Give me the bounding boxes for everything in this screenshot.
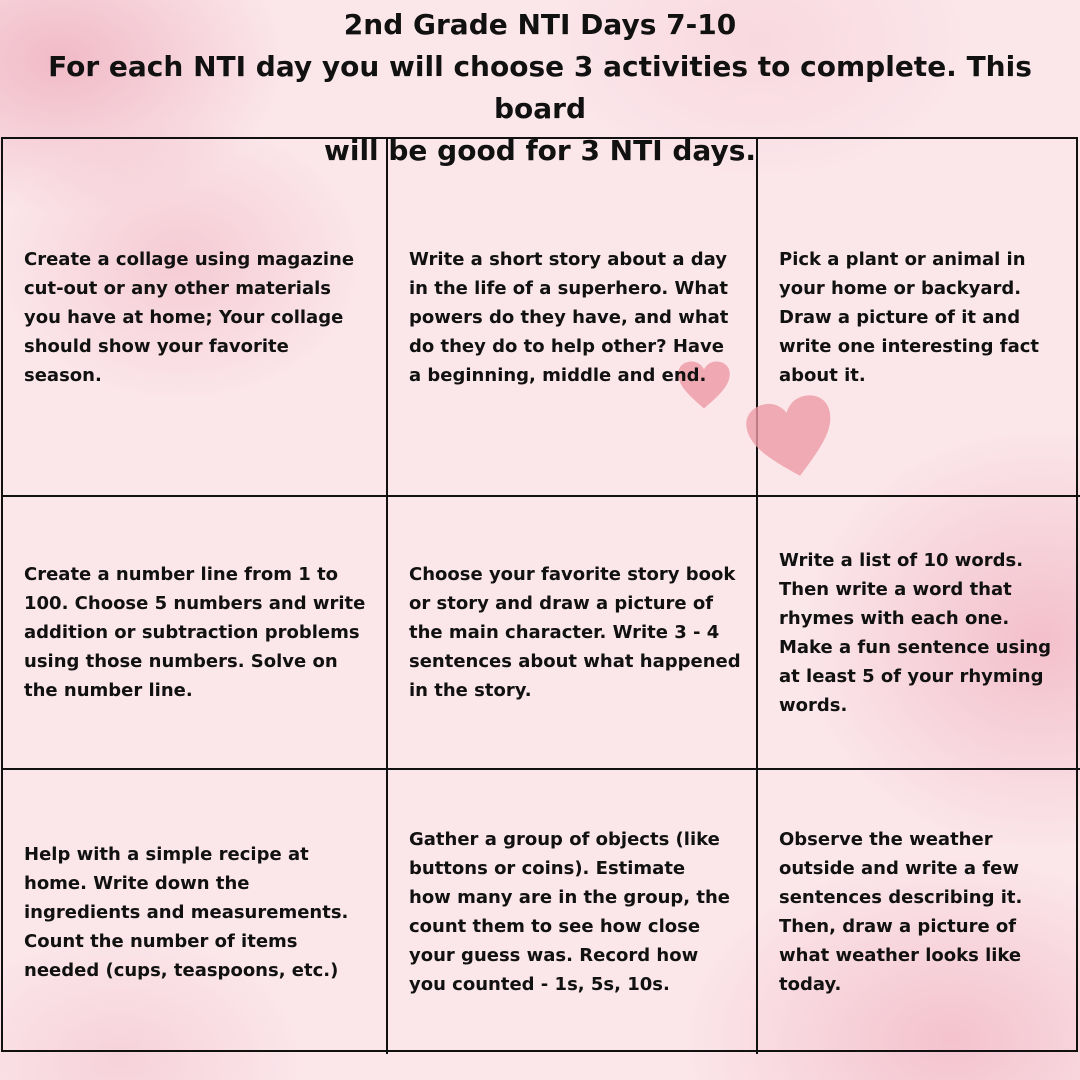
activity-text: Pick a plant or animal in your home or backyard. Draw a picture of it and write one interesting fact about it.	[779, 248, 1039, 386]
activity-text: Choose your favorite story book or story and draw a picture of the main character. Write 3 - 4 sentences about what happened in the story.	[409, 564, 741, 701]
activity-cell-number-line	[3, 497, 388, 770]
activity-text: Help with a simple recipe at home. Write down the ingredients and measurements. Count the number of items needed (cups, teaspoons, etc.)	[24, 843, 349, 981]
activity-cell-weather	[758, 770, 1080, 1054]
instructions-line-2: will be good for 3 NTI days.	[323, 134, 757, 167]
activity-cell-recipe	[3, 770, 388, 1054]
activity-text: Write a list of 10 words. Then write a word that rhymes with each one. Make a fun sentence using at least 5 of your rhyming words.	[779, 549, 1052, 716]
activity-text: Create a collage using magazine cut-out or any other materials you have at home; Your collage should show your favorite season.	[24, 248, 355, 386]
instructions-line-1: For each NTI day you will choose 3 activities to complete. This board	[48, 50, 1032, 125]
activity-cell-collage	[3, 139, 388, 497]
activity-cell-superhero-story	[388, 139, 758, 497]
activity-cell-plant-animal	[758, 139, 1080, 497]
page-title: 2nd Grade NTI Days 7-10	[343, 8, 737, 41]
activity-cell-story-character	[388, 497, 758, 770]
activity-text: Create a number line from 1 to 100. Choose 5 numbers and write addition or subtraction problems using those numbers. Solve on the number line.	[24, 564, 366, 701]
choice-board	[1, 137, 1078, 1052]
heart-icon	[736, 379, 847, 498]
activity-cell-rhyming-words	[758, 497, 1080, 770]
activity-text: Write a short story about a day in the life of a superhero. What powers do they have, and what do they do to help other? Have a beginning, middle and end.	[409, 248, 729, 386]
activity-text: Gather a group of objects (like buttons or coins). Estimate how many are in the group, the count them to see how close your guess was. Record how you counted - 1s, 5s, 10s.	[409, 829, 730, 995]
activity-cell-estimate-objects	[388, 770, 758, 1054]
activity-text: Observe the weather outside and write a few sentences describing it. Then, draw a picture of what weather looks like today.	[779, 829, 1023, 995]
